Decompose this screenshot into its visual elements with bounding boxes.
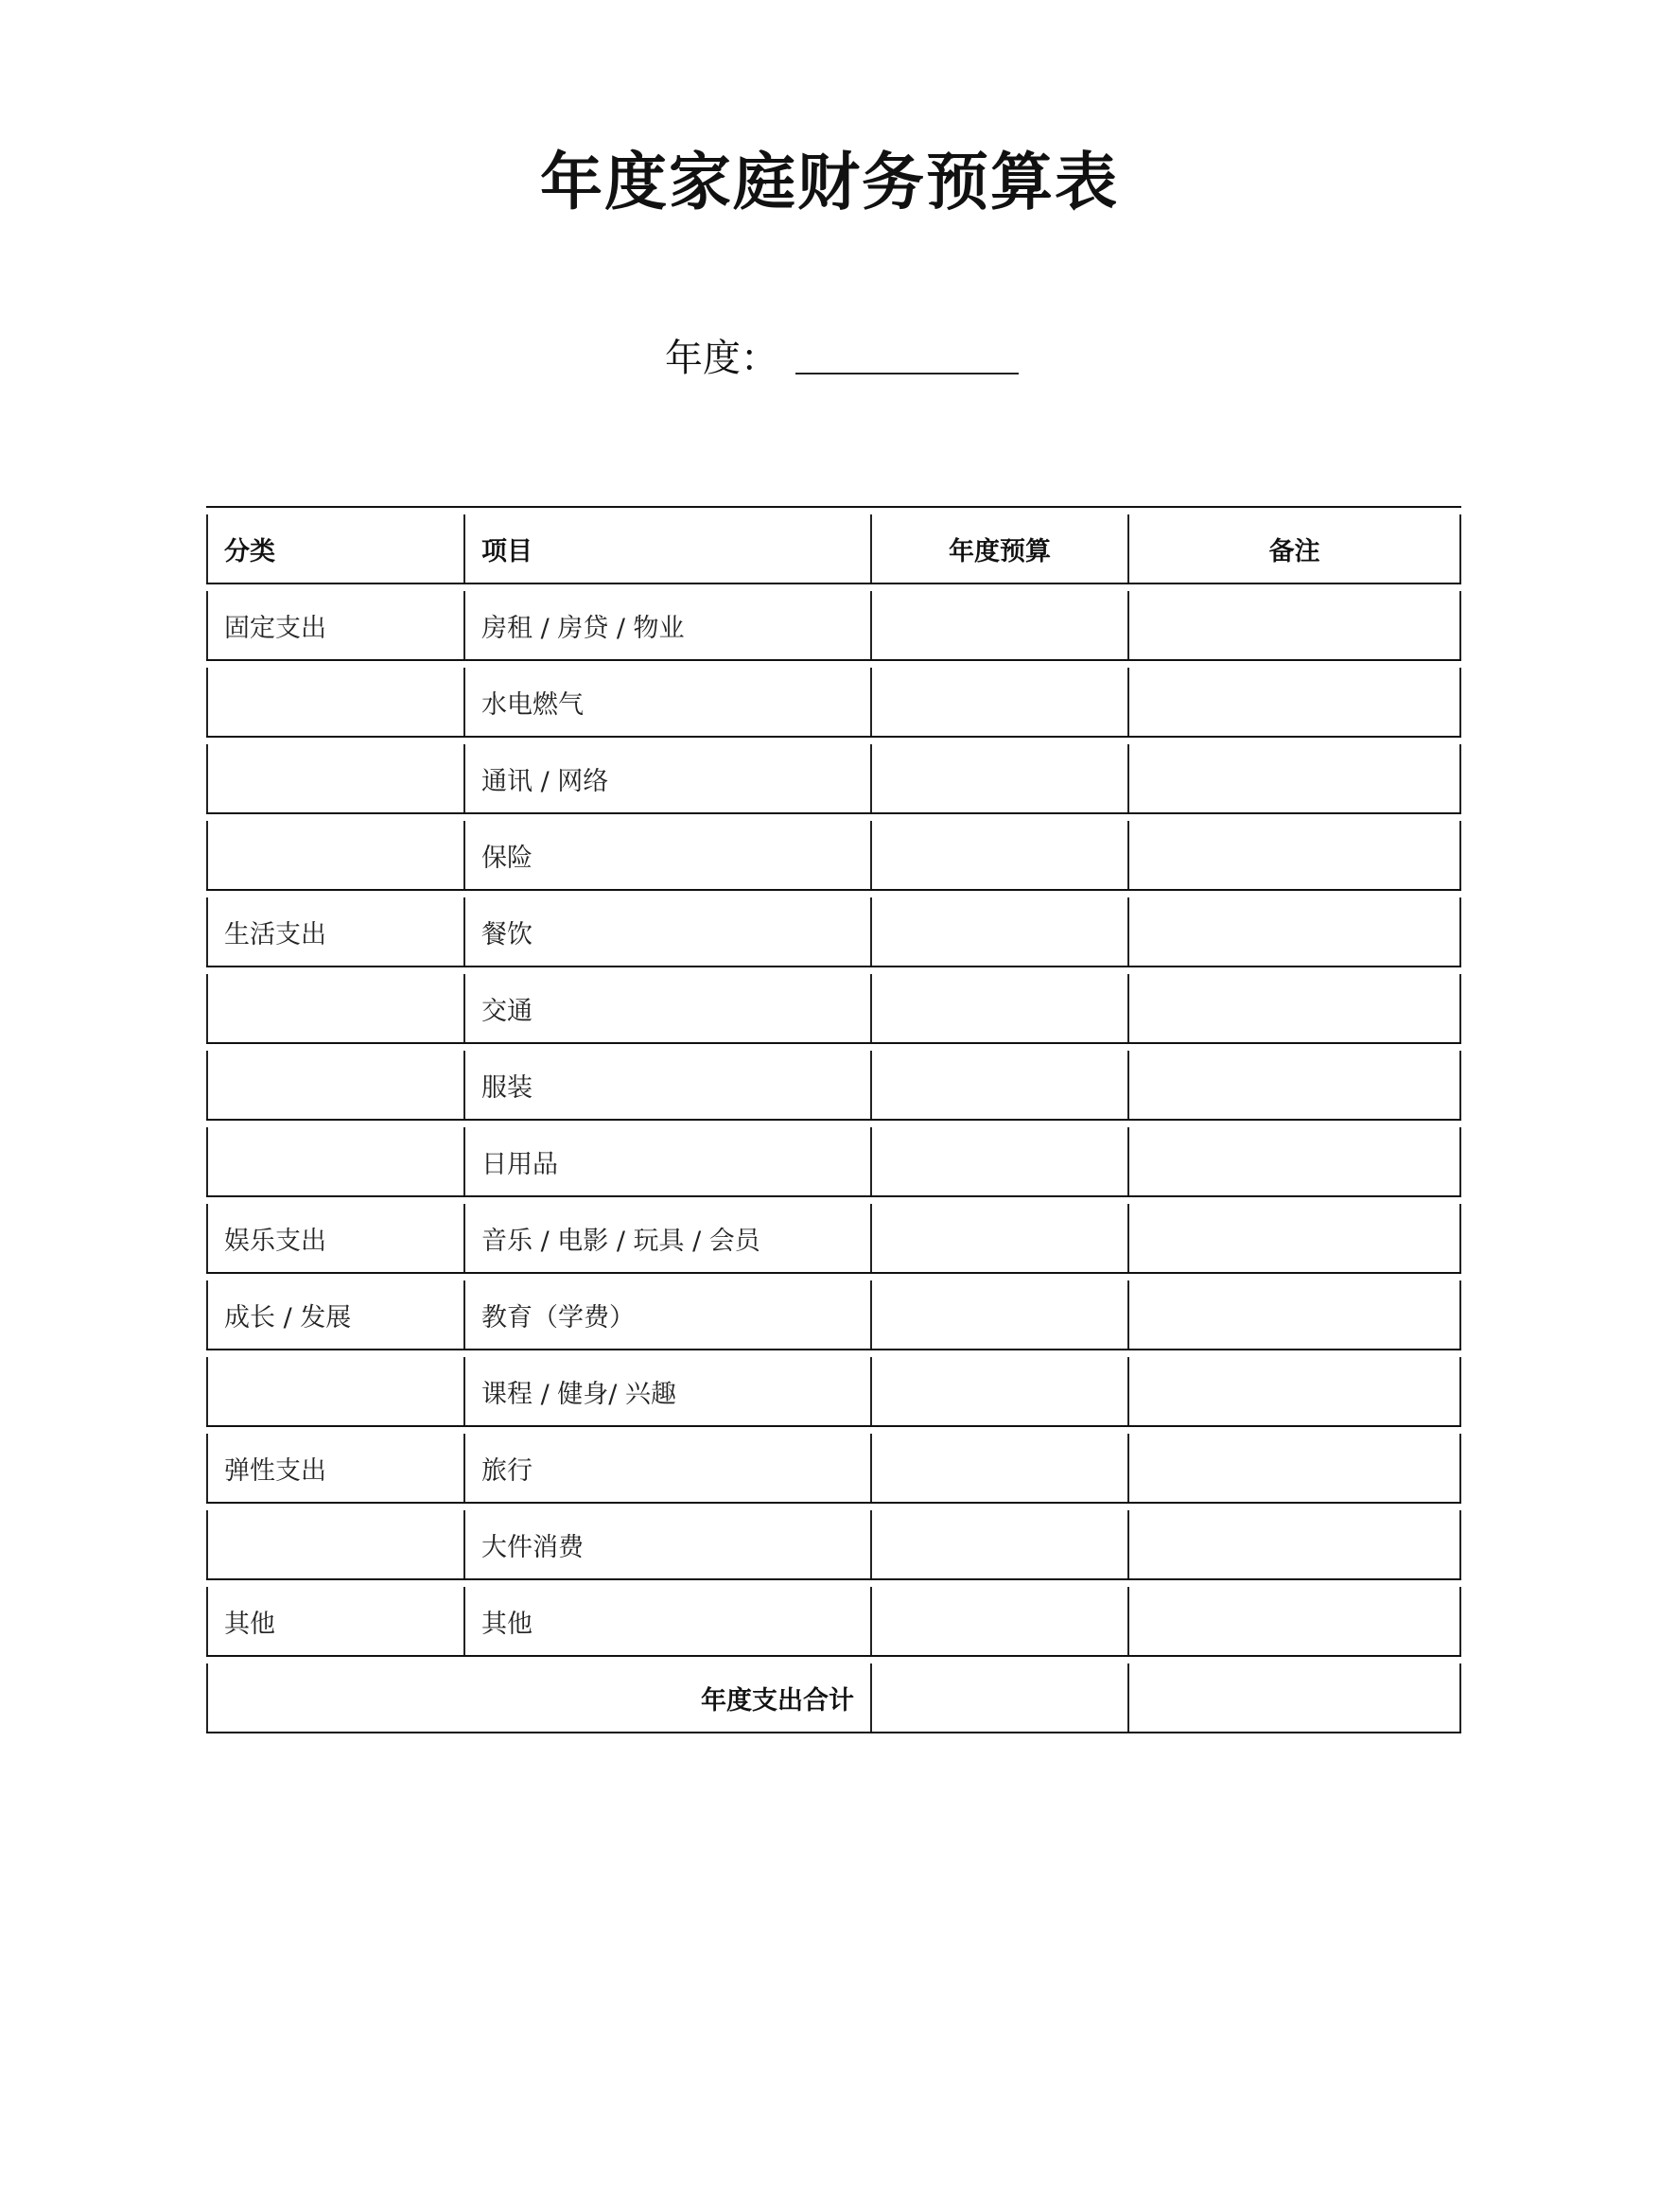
category-cell: 成长 / 发展 (206, 1280, 463, 1349)
category-cell (206, 1357, 463, 1425)
note-cell[interactable] (1127, 1127, 1461, 1195)
item-cell: 餐饮 (463, 897, 870, 966)
item-cell: 服装 (463, 1051, 870, 1119)
table-row (206, 1197, 1461, 1274)
note-cell[interactable] (1127, 897, 1461, 966)
total-note-cell[interactable] (1127, 1663, 1461, 1732)
item-cell: 交通 (463, 974, 870, 1042)
table-row (206, 1427, 1461, 1504)
note-cell[interactable] (1127, 1510, 1461, 1578)
category-cell (206, 1127, 463, 1195)
item-cell: 大件消费 (463, 1510, 870, 1578)
budget-cell[interactable] (870, 668, 1127, 736)
category-cell (206, 821, 463, 889)
table-row (206, 1274, 1461, 1350)
document-title: 年度家庭财务预算表 (540, 146, 1119, 218)
note-cell[interactable] (1127, 1587, 1461, 1655)
item-cell: 房租 / 房贷 / 物业 (463, 591, 870, 659)
table-header-row (206, 508, 1461, 584)
total-budget-cell[interactable] (870, 1663, 1127, 1732)
item-cell: 保险 (463, 821, 870, 889)
table-row (206, 1121, 1461, 1197)
table-row (206, 967, 1461, 1044)
note-cell[interactable] (1127, 1280, 1461, 1349)
note-cell[interactable] (1127, 591, 1461, 659)
year-blank-line[interactable] (795, 344, 1019, 374)
table-row (206, 1504, 1461, 1580)
year-label: 年度： (665, 336, 778, 380)
category-cell: 生活支出 (206, 897, 463, 966)
year-field (665, 326, 1019, 383)
category-cell (206, 668, 463, 736)
category-cell: 其他 (206, 1587, 463, 1655)
total-label: 年度支出合计 (206, 1663, 870, 1732)
budget-table (206, 506, 1461, 1733)
note-cell[interactable] (1127, 1204, 1461, 1272)
total-row (206, 1657, 1461, 1732)
table-row (206, 661, 1461, 738)
table-row (206, 584, 1461, 661)
note-cell[interactable] (1127, 974, 1461, 1042)
item-cell: 其他 (463, 1587, 870, 1655)
budget-cell[interactable] (870, 1280, 1127, 1349)
budget-cell[interactable] (870, 1510, 1127, 1578)
table-row (206, 1044, 1461, 1121)
table-row (206, 891, 1461, 967)
item-cell: 日用品 (463, 1127, 870, 1195)
category-cell (206, 744, 463, 812)
item-cell: 音乐 / 电影 / 玩具 / 会员 (463, 1204, 870, 1272)
table-row (206, 1350, 1461, 1427)
budget-cell[interactable] (870, 821, 1127, 889)
category-cell: 娱乐支出 (206, 1204, 463, 1272)
budget-cell[interactable] (870, 591, 1127, 659)
budget-cell[interactable] (870, 1204, 1127, 1272)
budget-cell[interactable] (870, 744, 1127, 812)
item-cell: 旅行 (463, 1434, 870, 1502)
table-row (206, 814, 1461, 891)
budget-cell[interactable] (870, 1051, 1127, 1119)
item-cell: 水电燃气 (463, 668, 870, 736)
budget-cell[interactable] (870, 1357, 1127, 1425)
table-row (206, 738, 1461, 814)
category-cell: 弹性支出 (206, 1434, 463, 1502)
budget-cell[interactable] (870, 1587, 1127, 1655)
item-cell: 课程 / 健身/ 兴趣 (463, 1357, 870, 1425)
category-cell (206, 1051, 463, 1119)
note-cell[interactable] (1127, 1051, 1461, 1119)
category-cell (206, 1510, 463, 1578)
note-cell[interactable] (1127, 821, 1461, 889)
budget-cell[interactable] (870, 974, 1127, 1042)
header-category: 分类 (206, 514, 463, 583)
category-cell: 固定支出 (206, 591, 463, 659)
budget-cell[interactable] (870, 1127, 1127, 1195)
table-row (206, 1580, 1461, 1657)
note-cell[interactable] (1127, 1434, 1461, 1502)
note-cell[interactable] (1127, 744, 1461, 812)
budget-cell[interactable] (870, 1434, 1127, 1502)
header-note: 备注 (1127, 514, 1461, 583)
item-cell: 通讯 / 网络 (463, 744, 870, 812)
item-cell: 教育（学费） (463, 1280, 870, 1349)
category-cell (206, 974, 463, 1042)
note-cell[interactable] (1127, 1357, 1461, 1425)
note-cell[interactable] (1127, 668, 1461, 736)
header-budget: 年度预算 (870, 514, 1127, 583)
budget-cell[interactable] (870, 897, 1127, 966)
header-item: 项目 (463, 514, 870, 583)
